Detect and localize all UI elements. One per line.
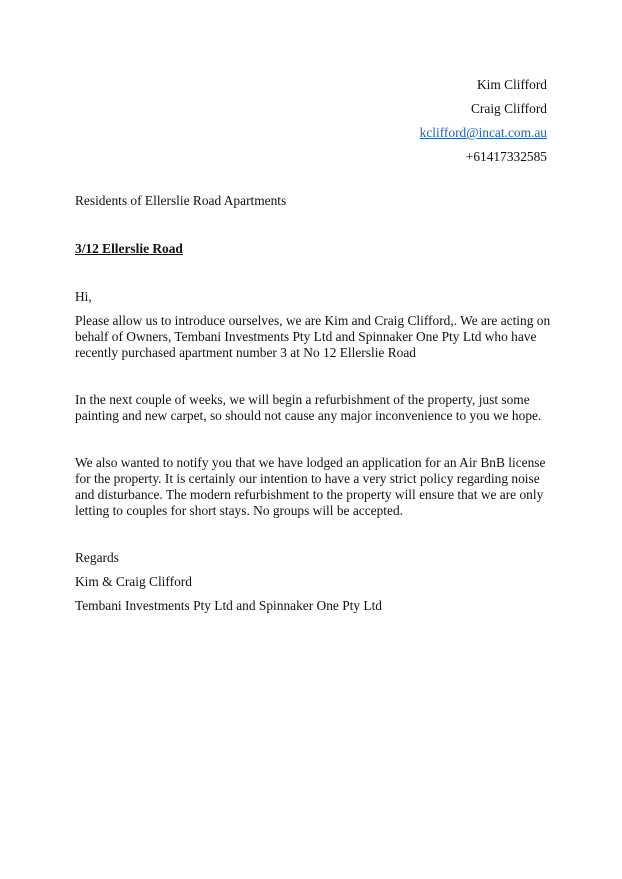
sender-phone: +61417332585 bbox=[465, 149, 547, 164]
sender-name-kim: Kim Clifford bbox=[476, 77, 547, 92]
sender-email-link[interactable]: kclifford@incat.com.au bbox=[419, 125, 547, 140]
closing-company: Tembani Investments Pty Ltd and Spinnaker One Pty Ltd bbox=[75, 598, 383, 613]
closing-signoff: Kim & Craig Clifford bbox=[75, 574, 192, 589]
paragraph-airbnb-license: We also wanted to notify you that we have lodged an application for an Air BnB license for the property. It is certainly our intention to have a very strict policy regarding noise and disturbance. The modern refurbishment to the property will ensure that we are only letting to couples for short stays. No groups will be accepted. bbox=[75, 455, 546, 518]
sender-name-craig: Craig Clifford bbox=[471, 101, 547, 116]
greeting: Hi, bbox=[75, 289, 92, 304]
sender-block bbox=[420, 73, 547, 169]
recipient-line: Residents of Ellerslie Road Apartments bbox=[75, 193, 287, 208]
paragraph-introduction: Please allow us to introduce ourselves, we are Kim and Craig Clifford,. We are acting on behalf of Owners, Tembani Investments Pty Ltd and Spinnaker One Pty Ltd who have recently purchased apartment number 3 at No 12 Ellerslie Road bbox=[75, 313, 551, 360]
subject-heading: 3/12 Ellerslie Road bbox=[75, 241, 183, 256]
paragraph-refurbishment: In the next couple of weeks, we will begin a refurbishment of the property, just some painting and new carpet, so should not cause any major inconvenience to you we hope. bbox=[75, 392, 542, 423]
closing-regards: Regards bbox=[75, 550, 119, 565]
